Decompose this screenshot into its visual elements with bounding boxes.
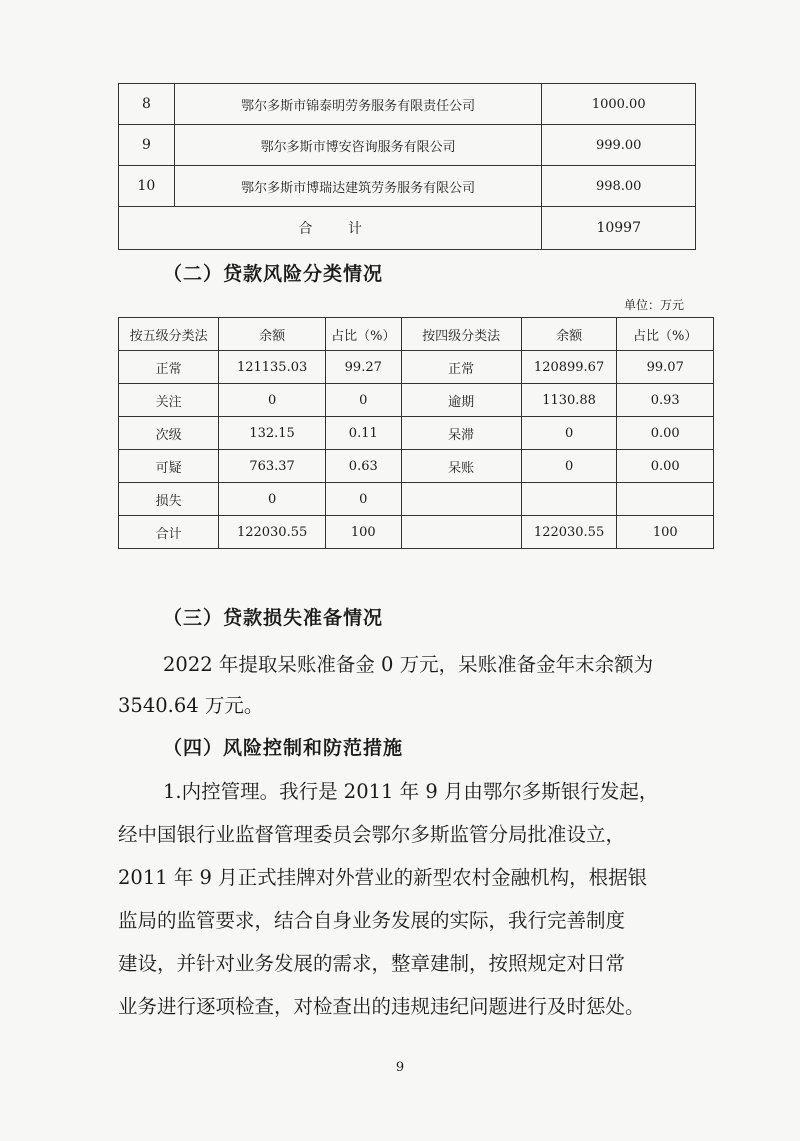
table-cell: 0 bbox=[219, 483, 326, 516]
table-header-row bbox=[119, 318, 714, 351]
table-cell: 0.11 bbox=[325, 417, 401, 450]
table-row bbox=[119, 166, 696, 207]
total-amount: 10997 bbox=[542, 207, 696, 250]
header-cell: 按五级分类法 bbox=[119, 318, 219, 351]
table-cell: 122030.55 bbox=[521, 516, 617, 549]
paragraph-line: 监局的监管要求，结合自身业务发展的实际，我行完善制度 bbox=[118, 909, 626, 932]
table-cell bbox=[401, 483, 521, 516]
table-cell: 0.93 bbox=[617, 384, 714, 417]
table-cell: 0.00 bbox=[617, 417, 714, 450]
amount-cell: 999.00 bbox=[542, 125, 696, 166]
table-row bbox=[119, 417, 714, 450]
company-name: 鄂尔多斯市锦泰明劳务服务有限责任公司 bbox=[174, 84, 542, 125]
row-index: 8 bbox=[119, 84, 175, 125]
unit-label: 单位：万元 bbox=[624, 298, 685, 312]
paragraph-line: 2011 年 9 月正式挂牌对外营业的新型农村金融机构，根据银 bbox=[118, 866, 648, 889]
table-row bbox=[119, 384, 714, 417]
table-cell bbox=[521, 483, 617, 516]
risk-classification-table bbox=[118, 317, 714, 549]
table-cell: 99.27 bbox=[325, 351, 401, 384]
table-cell: 120899.67 bbox=[521, 351, 617, 384]
section-heading-3: （三）贷款损失准备情况 bbox=[163, 607, 384, 629]
total-label: 合 计 bbox=[119, 207, 542, 250]
table-cell: 121135.03 bbox=[219, 351, 326, 384]
table-row bbox=[119, 351, 714, 384]
table-cell: 0.63 bbox=[325, 450, 401, 483]
table-cell: 0 bbox=[521, 450, 617, 483]
total-row bbox=[119, 516, 714, 549]
table-row bbox=[119, 84, 696, 125]
company-name: 鄂尔多斯市博瑞达建筑劳务服务有限公司 bbox=[174, 166, 542, 207]
table-cell: 0 bbox=[219, 384, 326, 417]
header-cell: 余额 bbox=[521, 318, 617, 351]
table-row bbox=[119, 450, 714, 483]
paragraph-line: 经中国银行业监督管理委员会鄂尔多斯监管分局批准设立， bbox=[118, 823, 626, 846]
header-cell: 占比（%） bbox=[325, 318, 401, 351]
table-cell bbox=[617, 483, 714, 516]
table-cell: 次级 bbox=[119, 417, 219, 450]
paragraph-line: 2022 年提取呆账准备金 0 万元，呆账准备金年末余额为 bbox=[163, 653, 654, 676]
table-cell: 100 bbox=[325, 516, 401, 549]
table-cell: 呆账 bbox=[401, 450, 521, 483]
paragraph-line: 3540.64 万元。 bbox=[118, 694, 264, 717]
section-heading-2: （二）贷款风险分类情况 bbox=[163, 263, 384, 285]
table-cell: 0 bbox=[521, 417, 617, 450]
table-cell: 逾期 bbox=[401, 384, 521, 417]
table-cell: 99.07 bbox=[617, 351, 714, 384]
company-name: 鄂尔多斯市博安咨询服务有限公司 bbox=[174, 125, 542, 166]
table-cell: 关注 bbox=[119, 384, 219, 417]
header-cell: 按四级分类法 bbox=[401, 318, 521, 351]
table-cell: 0 bbox=[325, 483, 401, 516]
page-number: 9 bbox=[395, 1060, 405, 1075]
table-cell: 0 bbox=[325, 384, 401, 417]
table-cell: 763.37 bbox=[219, 450, 326, 483]
table-cell: 呆滞 bbox=[401, 417, 521, 450]
table-cell: 122030.55 bbox=[219, 516, 326, 549]
amount-cell: 998.00 bbox=[542, 166, 696, 207]
amount-cell: 1000.00 bbox=[542, 84, 696, 125]
table-cell: 正常 bbox=[119, 351, 219, 384]
table-cell: 100 bbox=[617, 516, 714, 549]
table-row bbox=[119, 125, 696, 166]
row-index: 10 bbox=[119, 166, 175, 207]
table-cell: 合计 bbox=[119, 516, 219, 549]
table-row bbox=[119, 483, 714, 516]
header-cell: 余额 bbox=[219, 318, 326, 351]
table-cell: 0.00 bbox=[617, 450, 714, 483]
paragraph-line: 业务进行逐项检查，对检查出的违规违纪问题进行及时惩处。 bbox=[118, 995, 645, 1018]
header-cell: 占比（%） bbox=[617, 318, 714, 351]
table-cell: 132.15 bbox=[219, 417, 326, 450]
table-cell bbox=[401, 516, 521, 549]
table-cell: 损失 bbox=[119, 483, 219, 516]
paragraph-line: 1.内控管理。我行是 2011 年 9 月由鄂尔多斯银行发起， bbox=[163, 780, 659, 803]
table-cell: 正常 bbox=[401, 351, 521, 384]
section-heading-4: （四）风险控制和防范措施 bbox=[163, 737, 404, 759]
table-cell: 1130.88 bbox=[521, 384, 617, 417]
total-row bbox=[119, 207, 696, 250]
table-cell: 可疑 bbox=[119, 450, 219, 483]
company-table bbox=[118, 83, 696, 250]
row-index: 9 bbox=[119, 125, 175, 166]
paragraph-line: 建设，并针对业务发展的需求，整章建制，按照规定对日常 bbox=[118, 952, 626, 975]
